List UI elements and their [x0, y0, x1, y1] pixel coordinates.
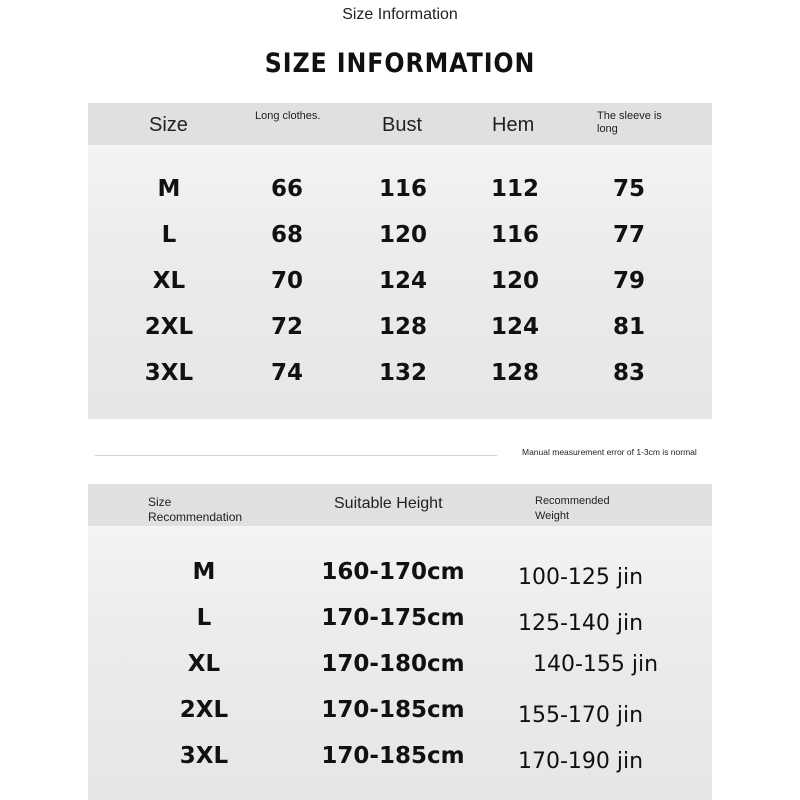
size-cell-sleeve: 75: [612, 176, 645, 202]
size-table: [88, 103, 712, 419]
page-title: SIZE INFORMATION: [264, 48, 536, 79]
header-size-recommendation: Size Recommendation: [148, 495, 243, 524]
size-cell-sleeve: 83: [612, 360, 645, 386]
size-cell-hem: 112: [490, 176, 539, 202]
recommendation-table: [88, 484, 712, 800]
rec-cell-height: 170-185cm: [321, 697, 465, 723]
rec-cell-size: XL: [187, 651, 221, 677]
page-caption: Size Information: [342, 6, 458, 23]
size-cell-size: 2XL: [144, 314, 194, 340]
header-bust: Bust: [382, 114, 423, 136]
size-cell-hem: 124: [490, 314, 539, 340]
size-cell-sleeve: 79: [612, 268, 645, 294]
rec-cell-weight: 125-140 jin: [518, 611, 644, 636]
size-cell-bust: 124: [378, 268, 427, 294]
divider: [95, 455, 497, 456]
size-cell-length: 66: [270, 176, 303, 202]
rec-cell-size: M: [192, 559, 216, 585]
rec-cell-weight: 140-155 jin: [533, 652, 659, 677]
size-cell-bust: 116: [378, 176, 427, 202]
size-cell-size: 3XL: [144, 360, 194, 386]
rec-cell-height: 170-185cm: [321, 743, 465, 769]
size-cell-length: 70: [270, 268, 303, 294]
size-cell-size: L: [161, 222, 177, 248]
rec-cell-size: 2XL: [179, 697, 229, 723]
size-cell-bust: 132: [378, 360, 427, 386]
size-cell-bust: 128: [378, 314, 427, 340]
size-cell-length: 68: [270, 222, 303, 248]
rec-cell-size: 3XL: [179, 743, 229, 769]
rec-cell-height: 170-175cm: [321, 605, 465, 631]
header-size: Size: [149, 114, 188, 136]
size-cell-length: 74: [270, 360, 303, 386]
header-hem: Hem: [492, 114, 535, 136]
measurement-note: Manual measurement error of 1-3cm is normal: [522, 447, 697, 457]
size-cell-sleeve: 77: [612, 222, 645, 248]
size-cell-hem: 120: [490, 268, 539, 294]
size-cell-length: 72: [270, 314, 303, 340]
header-suitable-height: Suitable Height: [334, 495, 443, 512]
rec-cell-weight: 100-125 jin: [518, 565, 644, 590]
size-cell-bust: 120: [378, 222, 427, 248]
header-length: Long clothes.: [255, 110, 321, 122]
rec-cell-weight: 155-170 jin: [518, 703, 644, 728]
header-recommended-weight: Recommended Weight: [535, 495, 610, 522]
rec-cell-height: 160-170cm: [321, 559, 465, 585]
size-cell-hem: 128: [490, 360, 539, 386]
rec-cell-weight: 170-190 jin: [518, 749, 644, 774]
header-sleeve: The sleeve is long: [597, 110, 662, 135]
rec-cell-height: 170-180cm: [321, 651, 465, 677]
rec-cell-size: L: [196, 605, 212, 631]
size-cell-size: XL: [152, 268, 186, 294]
size-cell-size: M: [157, 176, 181, 202]
size-cell-sleeve: 81: [612, 314, 645, 340]
size-cell-hem: 116: [490, 222, 539, 248]
